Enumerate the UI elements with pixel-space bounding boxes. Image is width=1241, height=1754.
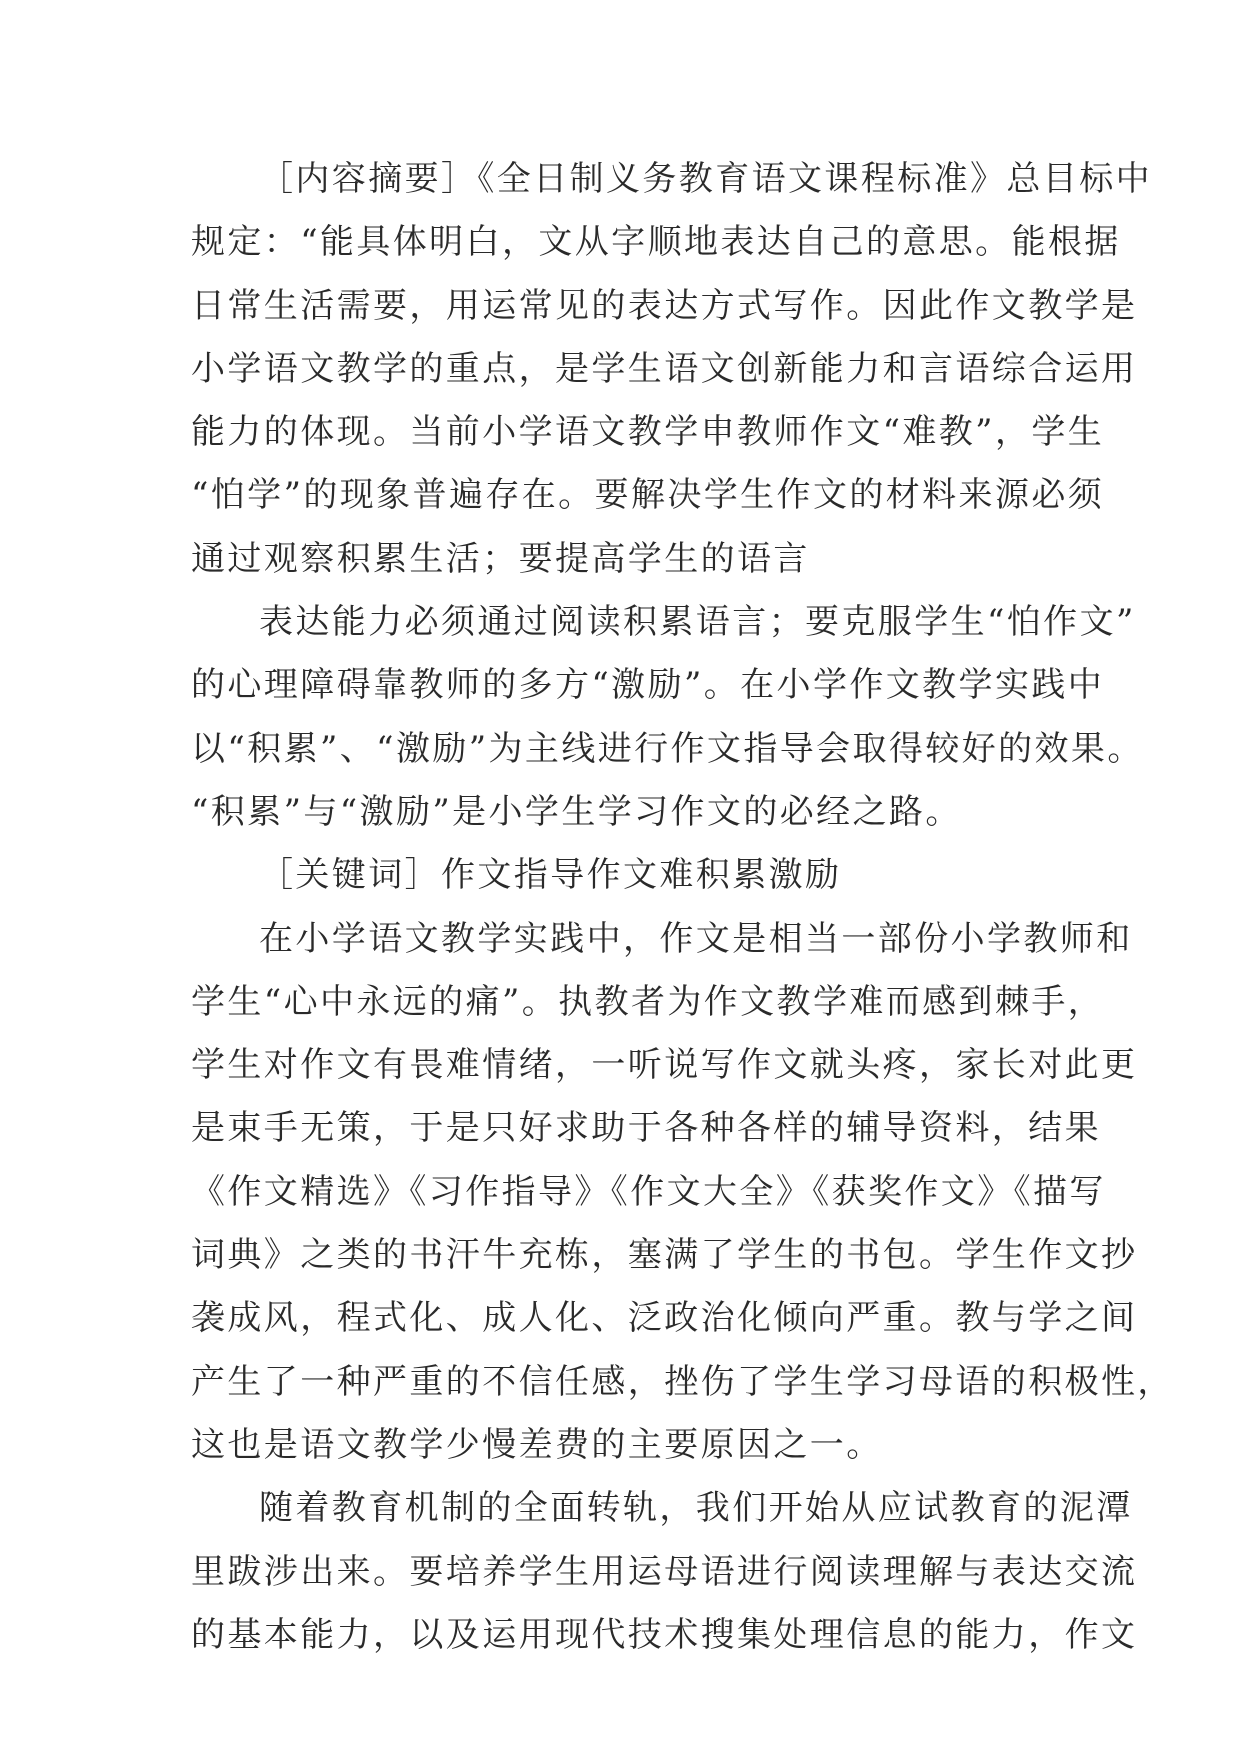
text-line: 表达能力必须通过阅读积累语言；要克服学生“怕作文” (259, 602, 1136, 643)
text-line: 是束手无策，于是只好求助于各种各样的辅导资料，结果 (191, 1108, 1101, 1149)
body-paragraph (191, 908, 1174, 1478)
text-line: 学生对作文有畏难情绪，一听说写作文就头疼，家长对此更 (191, 1045, 1138, 1086)
text-line: 能力的体现。当前小学语文教学申教师作文“难教”，学生 (191, 412, 1105, 453)
text-line: 小学语文教学的重点，是学生语文创新能力和言语综合运用 (191, 348, 1138, 389)
text-line: 《作文精选》《习作指导》《作文大全》《获奖作文》《描写 (191, 1171, 1106, 1212)
abstract-paragraph (191, 148, 1152, 591)
text-line: “积累”与“激励”是小学生学习作文的必经之路。 (191, 791, 962, 832)
text-line: 词典》之类的书汗牛充栋，塞满了学生的书包。学生作文抄 (191, 1235, 1138, 1276)
text-line: ［关键词］作文指导作文难积累激励 (259, 855, 842, 896)
text-line: 日常生活需要，用运常见的表达方式写作。因此作文教学是 (191, 285, 1138, 326)
text-line: 产生了一种严重的不信任感，挫伤了学生学习母语的积极性， (191, 1361, 1174, 1402)
document-page (191, 148, 1174, 1667)
text-line: “怕学”的现象普遍存在。要解决学生作文的材料来源必须 (191, 475, 1105, 516)
text-line: 袭成风，程式化、成人化、泛政治化倾向严重。教与学之间 (191, 1298, 1138, 1339)
body-paragraph (191, 1477, 1138, 1667)
text-line: 里跋涉出来。要培养学生用运母语进行阅读理解与表达交流 (191, 1551, 1138, 1592)
text-line: 以“积累”、“激励”为主线进行作文指导会取得较好的效果。 (191, 728, 1144, 769)
text-line: 的心理障碍靠教师的多方“激励”。在小学作文教学实践中 (191, 665, 1105, 706)
text-line: 学生“心中永远的痛”。执教者为作文教学难而感到棘手， (191, 981, 1105, 1022)
text-line: ［内容摘要］《全日制义务教育语文课程标准》总目标中 (259, 159, 1152, 199)
text-line: 规定：“能具体明白，文从字顺地表达自己的意思。能根据 (191, 222, 1121, 263)
text-line: 这也是语文教学少慢差费的主要原因之一。 (191, 1424, 883, 1465)
text-line: 通过观察积累生活；要提高学生的语言 (191, 538, 810, 579)
text-line: 随着教育机制的全面转轨，我们开始从应试教育的泥潭 (259, 1488, 1133, 1529)
abstract-continuation-paragraph (191, 591, 1144, 844)
text-line: 在小学语文教学实践中，作文是相当一部份小学教师和 (259, 918, 1133, 959)
keywords-paragraph (191, 844, 1051, 907)
text-line: 的基本能力，以及运用现代技术搜集处理信息的能力，作文 (191, 1614, 1138, 1655)
